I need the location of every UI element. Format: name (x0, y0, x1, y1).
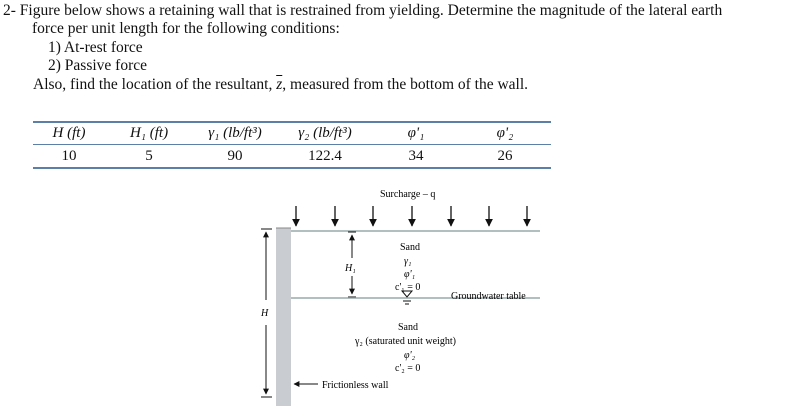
condition-at-rest: 1) At-rest force (48, 39, 143, 56)
value-phi1: 34 (373, 145, 459, 169)
gamma2-label: γ₂ (saturated unit weight) (355, 336, 456, 347)
groundwater-table-label: Groundwater table (451, 291, 526, 302)
c1-label: c'₁ = 0 (395, 282, 421, 293)
value-gamma2: 122.4 (277, 145, 373, 169)
problem-statement-line1: 2- Figure below shows a retaining wall that is restrained from yielding. Determine the magnitude of the lateral earth (3, 2, 723, 19)
header-h1: H₁ (ft) (105, 122, 193, 145)
h1-label: H₁ (345, 263, 356, 274)
header-h: H (ft) (33, 122, 105, 145)
header-gamma2: γ₂ (lb/ft³) (277, 122, 373, 145)
value-h1: 5 (105, 145, 193, 169)
frictionless-wall-label: Frictionless wall (322, 380, 389, 391)
header-gamma1: γ₁ (lb/ft³) (193, 122, 277, 145)
z-bar-symbol: $\overline{z}$ (276, 76, 283, 93)
c2-label: c'₂ = 0 (395, 363, 421, 374)
question-prefix: Also, find the location of the resultant, (33, 76, 277, 93)
problem-statement-line2: force per unit length for the following conditions: (32, 20, 340, 37)
surcharge-arrows (296, 206, 527, 226)
value-phi2: 26 (459, 145, 551, 169)
sand2-label: Sand (398, 322, 418, 333)
gamma1-label: γ₁ (404, 256, 412, 267)
h-label: H (261, 308, 269, 319)
surcharge-label: Surcharge – q (380, 189, 436, 200)
phi1-label: φ'₁ (404, 269, 416, 280)
header-phi1: φ'₁ (373, 122, 459, 145)
question-suffix: , measured from the bottom of the wall. (282, 76, 529, 93)
phi2-label: φ'₂ (404, 350, 416, 361)
header-phi2: φ'₂ (459, 122, 551, 145)
condition-passive: 2) Passive force (48, 57, 147, 74)
retaining-wall (276, 228, 291, 406)
value-gamma1: 90 (193, 145, 277, 169)
sand1-label: Sand (400, 242, 420, 253)
value-h: 10 (33, 145, 105, 169)
